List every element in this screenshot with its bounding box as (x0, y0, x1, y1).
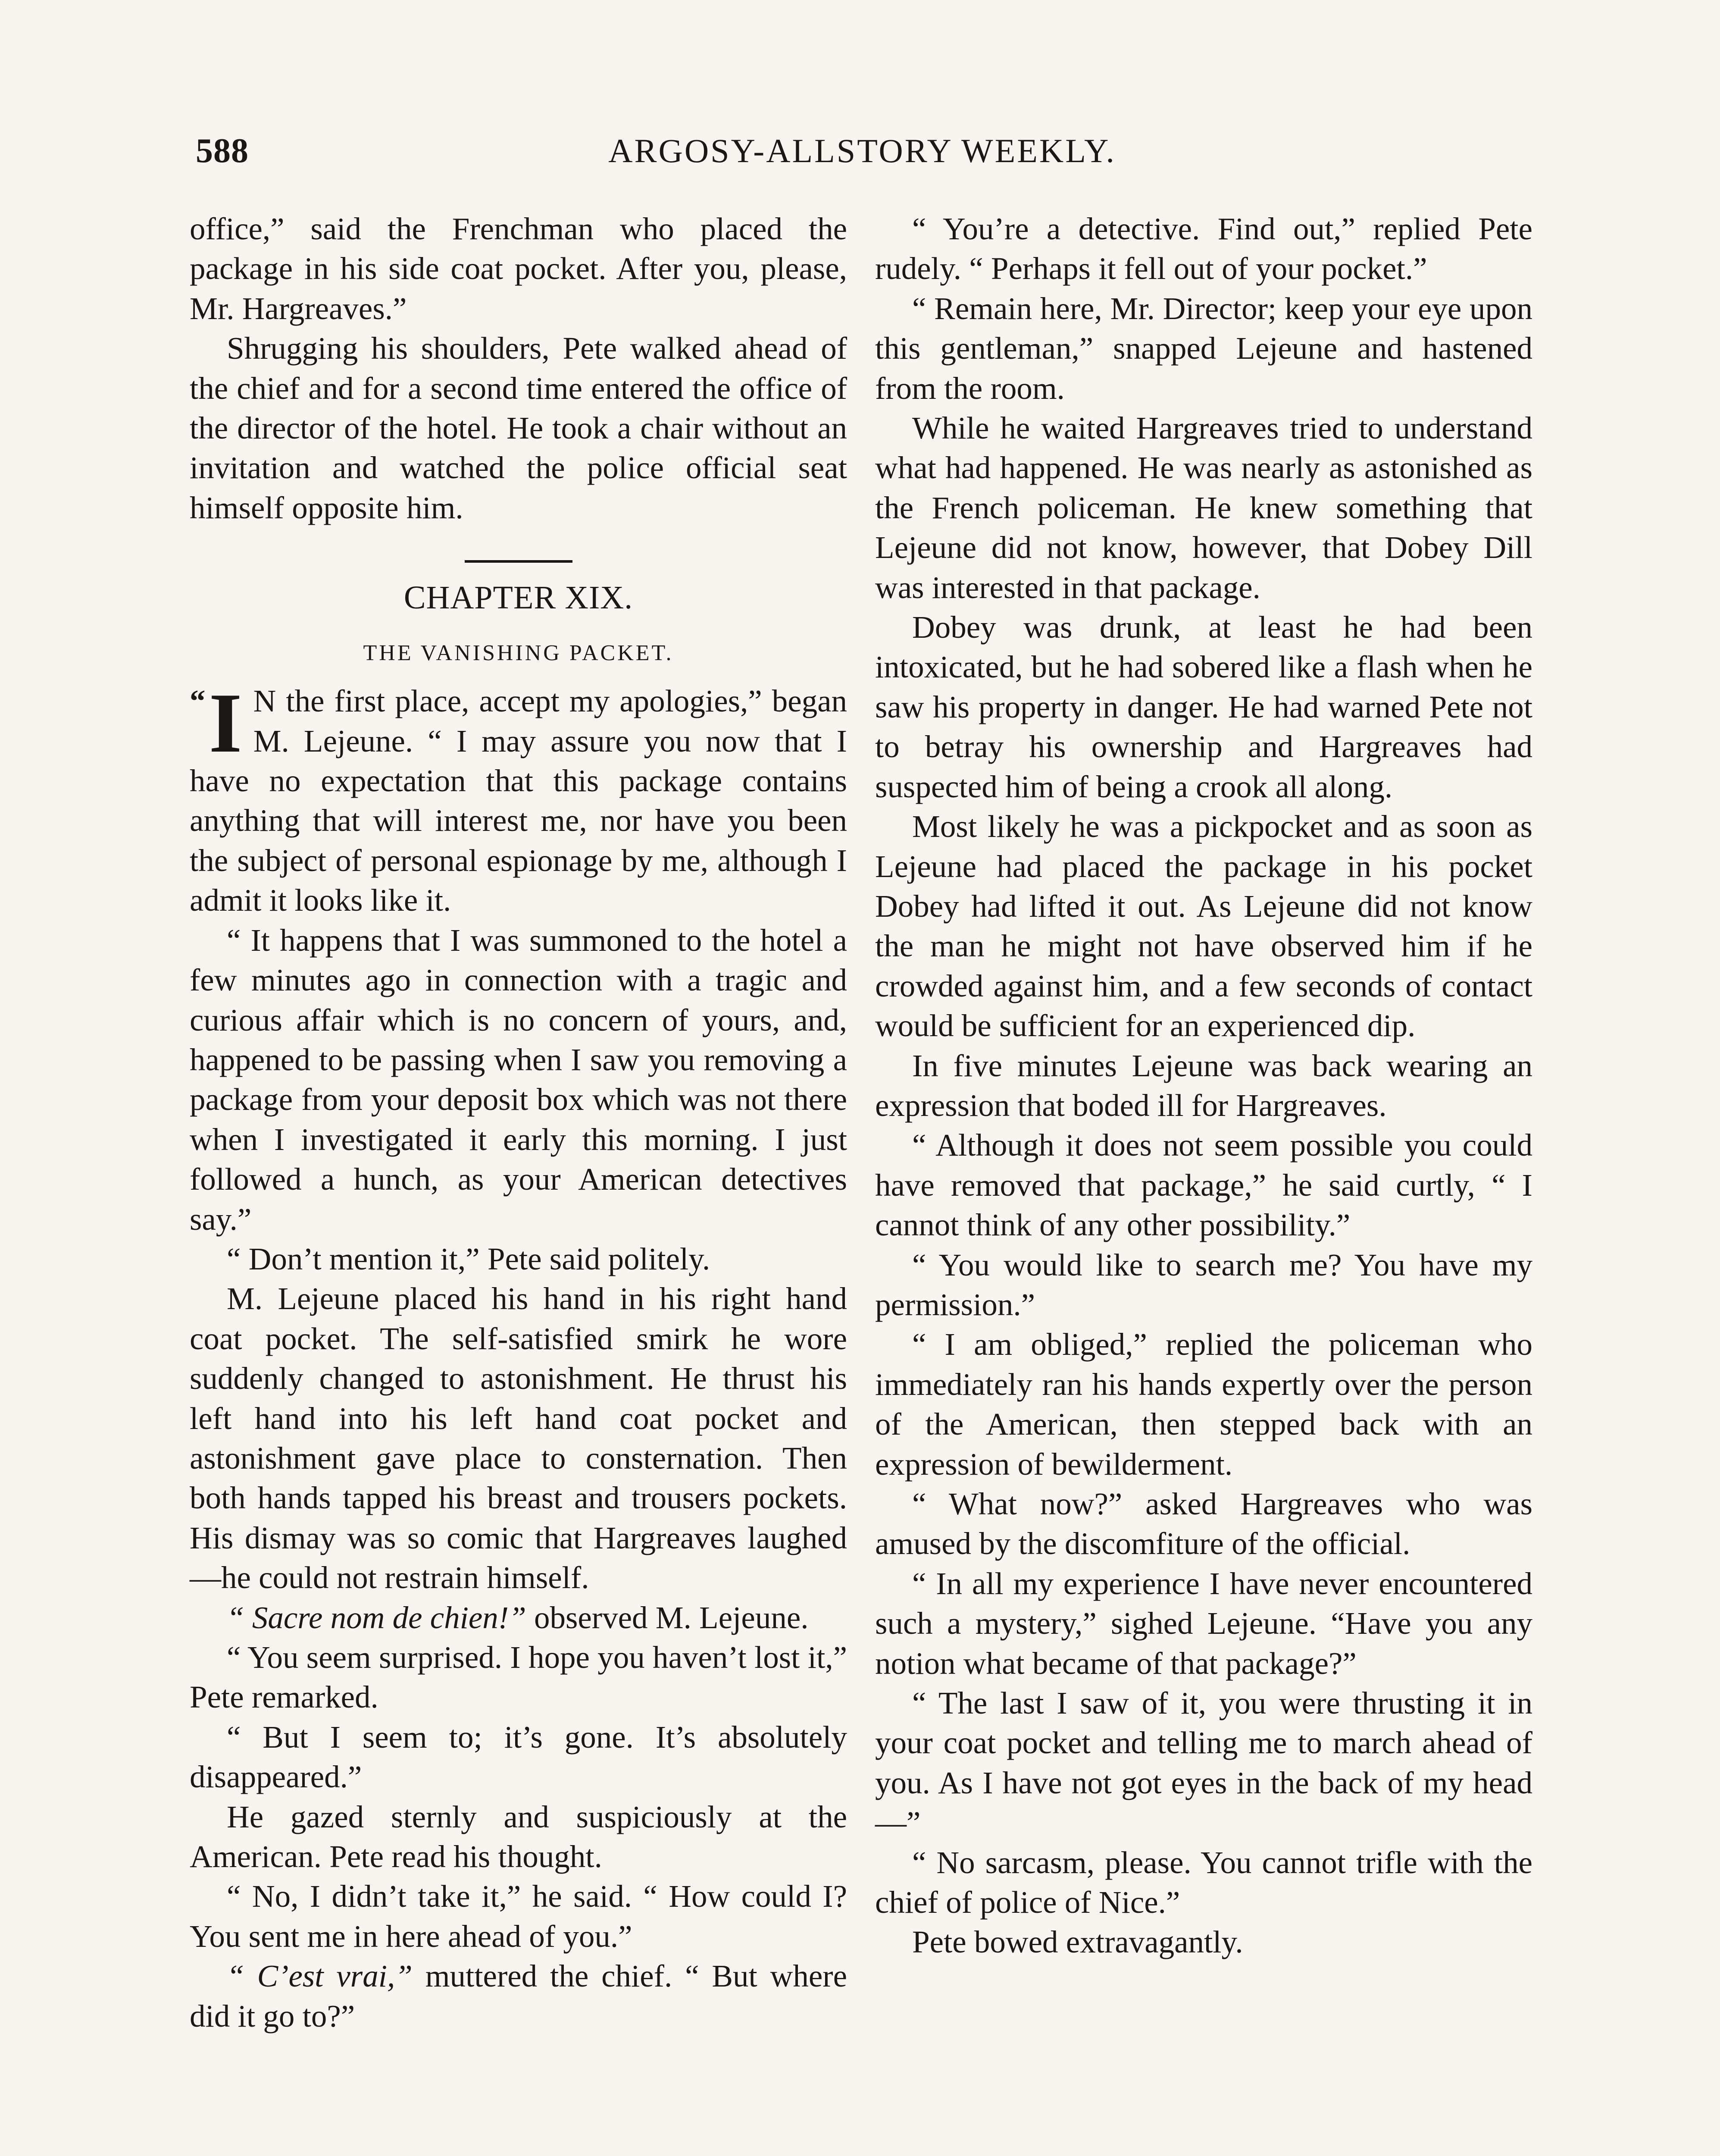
paragraph: “ In all my experience I have never encountered such a mystery,” sighed Lejeune. “Have you any notion what became of that package?” (875, 1566, 1532, 1681)
chapter-subtitle: THE VANISHING PACKET. (363, 641, 674, 666)
paragraph: “ You seem surprised. I hope you haven’t lost it,” Pete remarked. (190, 1640, 847, 1715)
paragraph (190, 1956, 847, 2036)
right-column (875, 209, 1532, 1962)
running-title: ARGOSY-ALLSTORY WEEKLY. (608, 132, 1116, 169)
paragraph: Pete bowed extravagantly. (912, 1924, 1243, 1960)
paragraph: In five minutes Lejeune was back wearing an expression that boded ill for Hargreaves. (875, 1048, 1532, 1123)
page-header (190, 132, 1535, 179)
paragraph (190, 1598, 847, 1638)
paragraph: M. Lejeune placed his hand in his right hand coat pocket. The self-satisfied smirk he wore suddenly changed to astonishment. He thrust his left hand into his left hand coat pocket and astonishment gave place to consternation. Then both hands tapped his breast and trousers pockets. His dismay was so comic that Hargreaves laughed—he could not restrain himself. (190, 1281, 847, 1595)
opening-paragraph-text: N the first place, accept my apologies,” began M. Lejeune. “ I may assure you now that I have no expectation that this package contains anything that will interest me, nor have you been the subject of personal espionage by me, although I admit it looks like it. (190, 683, 847, 918)
paragraph: Shrugging his shoulders, Pete walked ahead of the chief and for a second time entered the office of the director of the hotel. He took a chair without an invitation and watched the police official seat himself opposite him. (190, 331, 847, 525)
paragraph: “ I am obliged,” replied the policeman who immediately ran his hands expertly over the person of the American, then stepped back with an expression of bewilderment. (875, 1327, 1532, 1482)
paragraph: “ What now?” asked Hargreaves who was amused by the discomfiture of the official. (875, 1486, 1532, 1561)
drop-cap: I (209, 676, 242, 771)
paragraph: Most likely he was a pickpocket and as soon as Lejeune had placed the package in his pocket Dobey had lifted it out. As Lejeune did not know the man he might not have observed him if he crowded against him, and a few seconds of contact would be sufficient for an experienced dip. (875, 809, 1532, 1044)
chapter-opening-paragraph (190, 676, 847, 920)
paragraph: “ No, I didn’t take it,” he said. “ How could I? You sent me in here ahead of you.” (190, 1879, 847, 1954)
italic-quote: “ C’est vrai,” (227, 1959, 413, 1994)
continued-paragraph: office,” said the Frenchman who placed the package in his side coat pocket. After you, please, Mr. Hargreaves.” (190, 211, 847, 326)
page-number: 588 (196, 132, 249, 170)
paragraph: While he waited Hargreaves tried to understand what had happened. He was nearly as astonished as the French policeman. He knew something that Lejeune did not know, however, that Dobey Dill was interested in that package. (875, 411, 1532, 605)
paragraph: “ You’re a detective. Find out,” replied Pete rudely. “ Perhaps it fell out of your pocket.” (875, 211, 1532, 286)
paragraph: “ Remain here, Mr. Director; keep your eye upon this gentleman,” snapped Lejeune and hastened from the room. (875, 291, 1532, 406)
section-divider (465, 560, 572, 563)
paragraph: Dobey was drunk, at least he had been intoxicated, but he had sobered like a flash when he saw his property in danger. He had warned Pete not to betray his ownership and Hargreaves had suspected him of being a crook all along. (875, 610, 1532, 804)
italic-exclamation: “ Sacre nom de chien!” (227, 1600, 526, 1635)
paragraph: “ No sarcasm, please. You cannot trifle with the chief of police of Nice.” (875, 1845, 1532, 1920)
paragraph: He gazed sternly and suspiciously at the American. Pete read his thought. (190, 1799, 847, 1874)
paragraph-text: observed M. Lejeune. (526, 1600, 809, 1635)
paragraph-text: muttered the chief. “ But where did it go to?” (190, 1959, 847, 2034)
left-column (190, 209, 847, 2036)
paragraph: “ You would like to search me? You have my permission.” (875, 1247, 1532, 1322)
opening-quote-mark: “ (190, 683, 206, 719)
paragraph: “ It happens that I was summoned to the hotel a few minutes ago in connection with a tragic and curious affair which is no concern of yours, and, happened to be passing when I saw you removing a package from your deposit box which was not there when I investigated it early this morning. I just followed a hunch, as your American detectives say.” (190, 922, 847, 1237)
paragraph: “ The last I saw of it, you were thrusting it in your coat pocket and telling me to march ahead of you. As I have not got eyes in the back of my head—” (875, 1686, 1532, 1840)
chapter-title: CHAPTER XIX. (403, 580, 633, 616)
paragraph: “ Don’t mention it,” Pete said politely. (227, 1241, 710, 1276)
paragraph: “ But I seem to; it’s gone. It’s absolutely disappeared.” (190, 1719, 847, 1795)
paragraph: “ Although it does not seem possible you could have removed that package,” he said curtly, “ I cannot think of any other possibility.” (875, 1128, 1532, 1243)
